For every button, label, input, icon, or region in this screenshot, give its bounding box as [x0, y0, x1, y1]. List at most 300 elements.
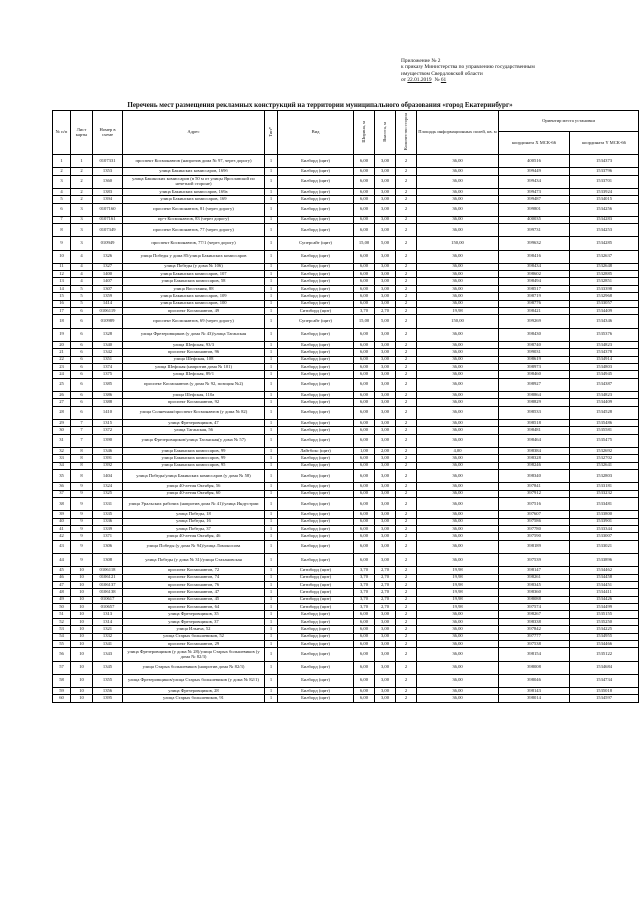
type-cell: 1 — [265, 356, 278, 363]
y-coordinate-cell: 1534285 — [570, 237, 639, 250]
area-cell: 36,00 — [417, 633, 499, 640]
width-cell: 6,00 — [354, 688, 375, 695]
type-cell: 1 — [265, 300, 278, 307]
address-cell: улица Фрезеровщиков (у дома № 43)/улица Таганская — [123, 328, 265, 341]
address-cell: проспект Космонавтов (напротив дома № 97, через дорогу) — [123, 155, 265, 168]
col-kind: Вид — [278, 111, 354, 155]
y-coordinate-cell: 1534451 — [570, 581, 639, 588]
height-cell: 3,00 — [375, 363, 396, 370]
address-cell: улица Фрезеровщиков, 47 — [123, 419, 265, 426]
scheme-cell: 1340 — [93, 341, 123, 348]
sides-cell: 2 — [396, 540, 417, 553]
area-cell: 36,00 — [417, 455, 499, 462]
sheet-cell: 6 — [71, 363, 93, 370]
col-area: Площадь информационных полей, кв. м — [417, 111, 499, 155]
table-row — [53, 688, 639, 695]
sides-cell: 2 — [396, 419, 417, 426]
kind-cell: Билборд (щит) — [278, 674, 354, 687]
x-coordinate-cell: 398973 — [499, 363, 570, 370]
sides-cell: 2 — [396, 661, 417, 674]
kind-cell: Билборд (щит) — [278, 224, 354, 237]
sides-cell: 2 — [396, 462, 417, 469]
y-coordinate-cell: 1534387 — [570, 378, 639, 391]
kind-cell: Суперсайт (щит) — [278, 315, 354, 328]
table-row — [53, 525, 639, 532]
area-cell: 150,00 — [417, 315, 499, 328]
sides-cell: 2 — [396, 567, 417, 574]
sides-cell: 2 — [396, 406, 417, 419]
sides-cell: 2 — [396, 263, 417, 270]
table-row — [53, 589, 639, 596]
x-coordinate-cell: 398267 — [499, 611, 570, 618]
sheet-cell: 2 — [71, 196, 93, 203]
sides-cell: 2 — [396, 168, 417, 175]
sheet-cell: 9 — [71, 511, 93, 518]
area-cell: 36,00 — [417, 533, 499, 540]
address-cell: улица Бакинских комиссаров, 100 — [123, 300, 265, 307]
sides-cell: 2 — [396, 533, 417, 540]
x-coordinate-cell: 397590 — [499, 533, 570, 540]
x-coordinate-cell: 398430 — [499, 328, 570, 341]
table-row — [53, 224, 639, 237]
table-row — [53, 250, 639, 263]
scheme-cell: 0106118 — [93, 567, 123, 574]
type-cell: 1 — [265, 371, 278, 378]
width-cell: 1,00 — [354, 447, 375, 454]
kind-cell: Суперсайт (щит) — [278, 237, 354, 250]
sheet-cell: 10 — [71, 688, 93, 695]
num-cell: 11 — [53, 263, 71, 270]
area-cell: 36,00 — [417, 641, 499, 648]
scheme-cell: 010949 — [93, 237, 123, 250]
col-scheme: Номер в схеме — [93, 111, 123, 155]
width-cell: 6,00 — [354, 216, 375, 223]
width-cell: 6,00 — [354, 293, 375, 300]
appendix-line-1: Приложение № 2 — [401, 58, 441, 64]
width-cell: 6,00 — [354, 263, 375, 270]
area-cell: 36,00 — [417, 406, 499, 419]
height-cell: 3,00 — [375, 648, 396, 661]
address-cell: улица Бакинских комиссаров, 169а — [123, 188, 265, 195]
col-address: Адрес — [123, 111, 265, 155]
height-cell: 3,00 — [375, 175, 396, 188]
height-cell: 3,00 — [375, 406, 396, 419]
area-cell: 36,00 — [417, 626, 499, 633]
sides-cell: 2 — [396, 611, 417, 618]
area-cell: 36,00 — [417, 553, 499, 566]
kind-cell: Билборд (щит) — [278, 540, 354, 553]
y-coordinate-cell: 1535122 — [570, 648, 639, 661]
num-cell: 7 — [53, 216, 71, 223]
sides-cell: 2 — [396, 455, 417, 462]
sheet-cell: 10 — [71, 648, 93, 661]
width-cell: 6,00 — [354, 341, 375, 348]
kind-cell: Билборд (щит) — [278, 419, 354, 426]
y-coordinate-cell: 1534253 — [570, 224, 639, 237]
num-cell: 10 — [53, 250, 71, 263]
kind-cell: Билборд (щит) — [278, 371, 354, 378]
sheet-cell: 10 — [71, 695, 93, 702]
num-cell: 39 — [53, 511, 71, 518]
scheme-cell: 1400 — [93, 271, 123, 278]
width-cell: 6,00 — [354, 168, 375, 175]
address-cell: улица Фрезеровщиков/улица Старых большевиков (у дома № 82/1) — [123, 674, 265, 687]
sides-cell: 2 — [396, 525, 417, 532]
col-orient: Ориентир места установки — [499, 111, 639, 132]
address-cell: улица Бакинских комиссаров, 99 — [123, 455, 265, 462]
sides-cell: 2 — [396, 250, 417, 263]
num-cell: 60 — [53, 695, 71, 702]
y-coordinate-cell: 1534803 — [570, 363, 639, 370]
address-cell: проспект Космонавтов, 64 — [123, 604, 265, 611]
scheme-cell: 1325 — [93, 490, 123, 497]
width-cell: 6,00 — [354, 490, 375, 497]
sheet-cell: 10 — [71, 641, 93, 648]
col-type: Тип* — [265, 111, 278, 155]
x-coordinate-cell: 398384 — [499, 447, 570, 454]
address-cell: проспект Космонавтов, 47 — [123, 589, 265, 596]
table-row — [53, 188, 639, 195]
x-coordinate-cell: 397516 — [499, 498, 570, 511]
width-cell: 3,70 — [354, 589, 375, 596]
num-cell: 55 — [53, 641, 71, 648]
sides-cell: 2 — [396, 155, 417, 168]
placements-table — [52, 110, 639, 703]
width-cell: 6,00 — [354, 533, 375, 540]
height-cell: 2,70 — [375, 596, 396, 603]
scheme-cell: 1345 — [93, 661, 123, 674]
table-row — [53, 470, 639, 483]
sides-cell: 2 — [396, 553, 417, 566]
area-cell: 19,98 — [417, 596, 499, 603]
type-cell: 1 — [265, 533, 278, 540]
width-cell: 6,00 — [354, 648, 375, 661]
area-cell: 36,00 — [417, 300, 499, 307]
type-cell: 1 — [265, 378, 278, 391]
height-cell: 3,00 — [375, 498, 396, 511]
area-cell: 36,00 — [417, 224, 499, 237]
type-cell: 1 — [265, 328, 278, 341]
x-coordinate-cell: 397780 — [499, 525, 570, 532]
num-cell: 37 — [53, 490, 71, 497]
type-cell: 1 — [265, 604, 278, 611]
x-coordinate-cell: 398864 — [499, 391, 570, 398]
area-cell: 36,00 — [417, 419, 499, 426]
type-cell: 1 — [265, 391, 278, 398]
height-cell: 2,70 — [375, 308, 396, 315]
width-cell: 6,00 — [354, 626, 375, 633]
scheme-cell: 1391 — [93, 455, 123, 462]
address-cell: улица 40-летия Октября, 60 — [123, 490, 265, 497]
table-row — [53, 308, 639, 315]
type-cell: 1 — [265, 203, 278, 216]
sheet-cell: 3 — [71, 216, 93, 223]
height-cell: 2,70 — [375, 574, 396, 581]
num-cell: 25 — [53, 378, 71, 391]
address-cell: проспект Космонавтов, 45 — [123, 596, 265, 603]
table-body — [53, 155, 639, 703]
type-cell: 1 — [265, 216, 278, 223]
area-cell: 36,00 — [417, 688, 499, 695]
address-cell: улица Победы, 18 — [123, 511, 265, 518]
y-coordinate-cell: 1532968 — [570, 293, 639, 300]
kind-cell: Билборд (щит) — [278, 278, 354, 285]
x-coordinate-cell: 399731 — [499, 224, 570, 237]
sides-cell: 2 — [396, 391, 417, 398]
sheet-cell: 6 — [71, 391, 93, 398]
col-x: координата X МСК-66 — [499, 132, 570, 155]
y-coordinate-cell: 1532692 — [570, 447, 639, 454]
scheme-cell: 1372 — [93, 427, 123, 434]
width-cell: 3,70 — [354, 574, 375, 581]
type-cell: 1 — [265, 648, 278, 661]
scheme-cell: 0106137 — [93, 581, 123, 588]
sides-cell: 2 — [396, 224, 417, 237]
kind-cell: Билборд (щит) — [278, 328, 354, 341]
table-row — [53, 237, 639, 250]
sides-cell: 2 — [396, 399, 417, 406]
kind-cell: Ситиборд (щит) — [278, 308, 354, 315]
y-coordinate-cell: 1534914 — [570, 356, 639, 363]
address-cell: проспект Космонавтов, 72 — [123, 567, 265, 574]
y-coordinate-cell: 1532803 — [570, 470, 639, 483]
type-cell: 1 — [265, 574, 278, 581]
x-coordinate-cell: 398518 — [499, 419, 570, 426]
sheet-cell: 5 — [71, 293, 93, 300]
table-row — [53, 483, 639, 490]
area-cell: 36,00 — [417, 349, 499, 356]
kind-cell: Билборд (щит) — [278, 553, 354, 566]
kind-cell: Билборд (щит) — [278, 611, 354, 618]
appendix-block — [401, 58, 631, 83]
kind-cell: Билборд (щит) — [278, 661, 354, 674]
width-cell: 6,00 — [354, 633, 375, 640]
x-coordinate-cell: 398046 — [499, 674, 570, 687]
address-cell: улица Бакинских комиссаров, 58 — [123, 278, 265, 285]
num-cell: 16 — [53, 300, 71, 307]
num-cell: 53 — [53, 626, 71, 633]
height-cell: 3,00 — [375, 391, 396, 398]
type-cell: 1 — [265, 540, 278, 553]
scheme-cell: 1308 — [93, 553, 123, 566]
height-cell: 2,00 — [375, 447, 396, 454]
scheme-cell: 1356 — [93, 688, 123, 695]
col-sheet: Лист карты — [71, 111, 93, 155]
order-date: 22.01.2019 — [407, 76, 432, 83]
height-cell: 3,00 — [375, 470, 396, 483]
height-cell: 3,00 — [375, 641, 396, 648]
area-cell: 36,00 — [417, 391, 499, 398]
area-cell: 36,00 — [417, 216, 499, 223]
kind-cell: Билборд (щит) — [278, 618, 354, 625]
kind-cell: Ситиборд (щит) — [278, 581, 354, 588]
width-cell: 6,00 — [354, 455, 375, 462]
width-cell: 6,00 — [354, 462, 375, 469]
scheme-cell: 1383 — [93, 188, 123, 195]
kind-cell: Билборд (щит) — [278, 188, 354, 195]
width-cell: 6,00 — [354, 371, 375, 378]
width-cell: 6,00 — [354, 406, 375, 419]
sheet-cell: 6 — [71, 308, 93, 315]
num-cell: 5 — [53, 196, 71, 203]
sides-cell: 2 — [396, 674, 417, 687]
table-row — [53, 315, 639, 328]
area-cell: 36,00 — [417, 490, 499, 497]
date-prefix: от — [401, 76, 406, 83]
type-cell: 1 — [265, 611, 278, 618]
col-num: № п/п — [53, 111, 71, 155]
sides-cell: 2 — [396, 356, 417, 363]
table-row — [53, 462, 639, 469]
sides-cell: 2 — [396, 328, 417, 341]
address-cell: улица Победы, 16 — [123, 518, 265, 525]
address-cell: улица Солнечная/проспект Космонавтов (у дома № 82) — [123, 406, 265, 419]
x-coordinate-cell: 400035 — [499, 216, 570, 223]
scheme-cell: 1314 — [93, 618, 123, 625]
x-coordinate-cell: 398189 — [499, 540, 570, 553]
sheet-cell: 9 — [71, 553, 93, 566]
x-coordinate-cell: 397841 — [499, 483, 570, 490]
sides-cell: 2 — [396, 490, 417, 497]
y-coordinate-cell: 1534597 — [570, 695, 639, 702]
sheet-cell: 10 — [71, 574, 93, 581]
sides-cell: 2 — [396, 341, 417, 348]
sheet-cell: 9 — [71, 540, 93, 553]
area-cell: 36,00 — [417, 434, 499, 447]
address-cell: улица Фрезеровщиков (у дома № 28)/улица Старых большевиков (у дома № 82/3) — [123, 648, 265, 661]
address-cell: проспект Космонавтов, 77 (через дорогу) — [123, 224, 265, 237]
table-row — [53, 216, 639, 223]
y-coordinate-cell: 1534823 — [570, 341, 639, 348]
table-row — [53, 378, 639, 391]
table-row — [53, 447, 639, 454]
sides-cell: 2 — [396, 688, 417, 695]
table-row — [53, 455, 639, 462]
width-cell: 3,70 — [354, 581, 375, 588]
height-cell: 2,70 — [375, 567, 396, 574]
kind-cell: Билборд (щит) — [278, 216, 354, 223]
sheet-cell: 9 — [71, 518, 93, 525]
sheet-cell: 9 — [71, 490, 93, 497]
address-cell: улица Победы/улица Бакинских комиссаров (у дома № 58) — [123, 470, 265, 483]
area-cell: 36,00 — [417, 293, 499, 300]
kind-cell: Билборд (щит) — [278, 378, 354, 391]
kind-cell: Билборд (щит) — [278, 399, 354, 406]
width-cell: 6,00 — [354, 618, 375, 625]
width-cell: 6,00 — [354, 434, 375, 447]
num-cell: 27 — [53, 399, 71, 406]
table-row — [53, 300, 639, 307]
address-cell: улица Ильича, 52 — [123, 626, 265, 633]
area-cell: 36,00 — [417, 611, 499, 618]
y-coordinate-cell: 1533896 — [570, 553, 639, 566]
scheme-cell: 1343 — [93, 648, 123, 661]
type-cell: 1 — [265, 427, 278, 434]
sheet-cell: 10 — [71, 567, 93, 574]
y-coordinate-cell: 1533481 — [570, 498, 639, 511]
width-cell: 6,00 — [354, 483, 375, 490]
sides-cell: 2 — [396, 196, 417, 203]
y-coordinate-cell: 1535475 — [570, 434, 639, 447]
x-coordinate-cell: 398338 — [499, 618, 570, 625]
height-cell: 3,00 — [375, 293, 396, 300]
num-cell: 30 — [53, 427, 71, 434]
num-cell: 51 — [53, 611, 71, 618]
x-coordinate-cell: 398533 — [499, 406, 570, 419]
num-cell: 46 — [53, 574, 71, 581]
x-coordinate-cell: 398261 — [499, 574, 570, 581]
area-cell: 36,00 — [417, 341, 499, 348]
table-row — [53, 540, 639, 553]
address-cell: улица Фрезеровщиков, 37 — [123, 618, 265, 625]
sides-cell: 2 — [396, 378, 417, 391]
area-cell: 36,00 — [417, 371, 499, 378]
scheme-cell: 010989 — [93, 315, 123, 328]
kind-cell: Ситиборд (щит) — [278, 604, 354, 611]
num-cell: 57 — [53, 661, 71, 674]
width-cell: 6,00 — [354, 378, 375, 391]
y-coordinate-cell: 1534346 — [570, 315, 639, 328]
height-cell: 3,00 — [375, 618, 396, 625]
y-coordinate-cell: 1533924 — [570, 188, 639, 195]
area-cell: 36,00 — [417, 378, 499, 391]
appendix-line-3: имуществом Свердловской области — [401, 70, 483, 77]
height-cell: 3,00 — [375, 518, 396, 525]
height-cell: 3,00 — [375, 188, 396, 195]
table-row — [53, 553, 639, 566]
sheet-cell: 1 — [71, 155, 93, 168]
height-cell: 3,00 — [375, 341, 396, 348]
table-row — [53, 511, 639, 518]
sheet-cell: 2 — [71, 175, 93, 188]
area-cell: 19,98 — [417, 308, 499, 315]
height-cell: 3,00 — [375, 533, 396, 540]
area-cell: 36,00 — [417, 661, 499, 674]
num-cell: 31 — [53, 434, 71, 447]
num-cell: 47 — [53, 581, 71, 588]
type-cell: 1 — [265, 271, 278, 278]
num-cell: 45 — [53, 567, 71, 574]
address-cell: улица Бакинских комиссаров (в 50 м от улицы Ярославской по нечетной стороне) — [123, 175, 265, 188]
y-coordinate-cell: 1534499 — [570, 604, 639, 611]
scheme-cell: 1339 — [93, 525, 123, 532]
area-cell: 36,00 — [417, 518, 499, 525]
y-coordinate-cell: 1535018 — [570, 688, 639, 695]
kind-cell: Билборд (щит) — [278, 250, 354, 263]
type-cell: 1 — [265, 278, 278, 285]
sheet-cell: 10 — [71, 589, 93, 596]
scheme-cell: 1328 — [93, 328, 123, 341]
kind-cell: Билборд (щит) — [278, 341, 354, 348]
table-row — [53, 533, 639, 540]
sheet-cell: 10 — [71, 626, 93, 633]
type-cell: 1 — [265, 263, 278, 270]
sheet-cell: 2 — [71, 188, 93, 195]
height-cell: 3,00 — [375, 263, 396, 270]
num-cell: 17 — [53, 308, 71, 315]
y-coordinate-cell: 1534684 — [570, 661, 639, 674]
num-cell: 12 — [53, 271, 71, 278]
document-title: Перечень мест размещения рекламных конструкций на территории муниципального образования «город Екатеринбург» — [127, 101, 513, 109]
x-coordinate-cell: 397586 — [499, 518, 570, 525]
area-cell: 36,00 — [417, 203, 499, 216]
x-coordinate-cell: 398517 — [499, 285, 570, 292]
x-coordinate-cell: 398602 — [499, 271, 570, 278]
table-header — [53, 111, 639, 155]
num-cell: 24 — [53, 371, 71, 378]
x-coordinate-cell: 399801 — [499, 203, 570, 216]
height-cell: 5,00 — [375, 315, 396, 328]
